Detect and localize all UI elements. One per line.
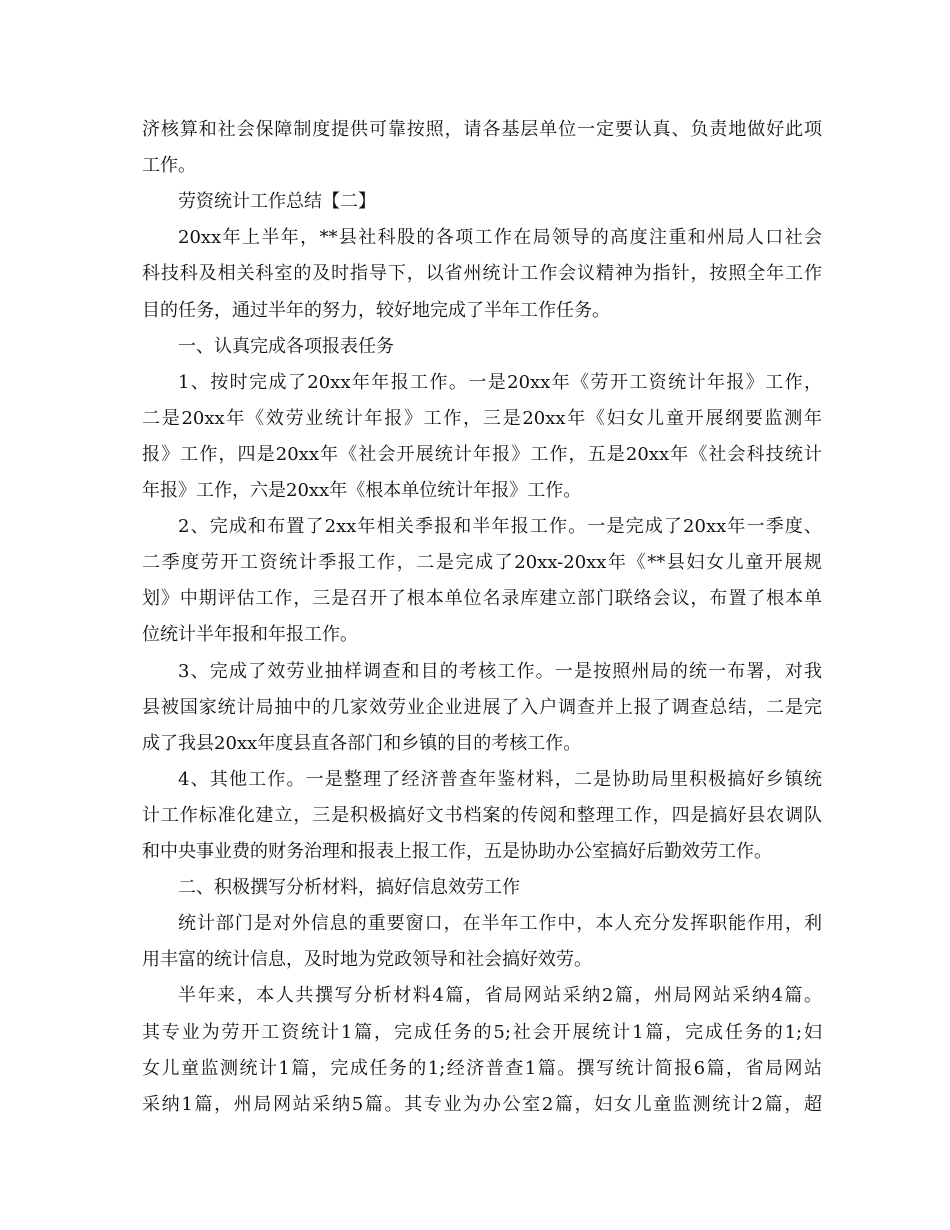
- paragraph-line: 和中央事业费的财务治理和报表上报工作，五是协助办公室搞好后勤效劳工作。: [142, 841, 772, 862]
- paragraph-line: 目的任务，通过半年的努力，较好地完成了半年工作任务。: [142, 299, 610, 321]
- paragraph-line: 一、认真完成各项报表任务: [178, 335, 394, 357]
- paragraph-line: 划》中期评估工作，三是召开了根本单位名录库建立部门联络会议，布置了根本单: [142, 588, 822, 610]
- paragraph-line: 其专业为劳开工资统计1篇，完成任务的5;社会开展统计1篇，完成任务的1;妇: [142, 1021, 822, 1043]
- paragraph-line: 工作。: [142, 155, 196, 177]
- paragraph-line: 统计部门是对外信息的重要窗口，在半年工作中，本人充分发挥职能作用，利: [178, 913, 822, 935]
- paragraph-line: 成了我县20xx年度县直各部门和乡镇的目的考核工作。: [142, 732, 582, 754]
- paragraph-line: 二、积极撰写分析材料，搞好信息效劳工作: [178, 877, 520, 899]
- paragraph-line: 报》工作，四是20xx年《社会开展统计年报》工作，五是20xx年《社会科技统计: [142, 443, 822, 465]
- paragraph-line: 年报》工作，六是20xx年《根本单位统计年报》工作。: [142, 480, 582, 501]
- paragraph-line: 2、完成和布置了2xx年相关季报和半年报工作。一是完成了20xx年一季度、: [178, 516, 822, 538]
- paragraph-line: 20xx年上半年，**县社科股的各项工作在局领导的高度注重和州局人口社会: [178, 227, 822, 249]
- paragraph-line: 二是20xx年《效劳业统计年报》工作，三是20xx年《妇女儿童开展纲要监测年: [142, 407, 822, 429]
- paragraph-line: 采纳1篇，州局网站采纳5篇。其专业为办公室2篇，妇女儿童监测统计2篇，超: [142, 1093, 822, 1115]
- paragraph-line: 女儿童监测统计1篇，完成任务的1;经济普查1篇。撰写统计简报6篇，省局网站: [142, 1057, 822, 1079]
- paragraph-line: 县被国家统计局抽中的几家效劳业企业进展了入户调查并上报了调查总结，二是完: [142, 696, 822, 718]
- paragraph-line: 科技科及相关科室的及时指导下，以省州统计工作会议精神为指针，按照全年工作: [142, 263, 822, 285]
- paragraph-line: 4、其他工作。一是整理了经济普查年鉴材料，二是协助局里积极搞好乡镇统: [178, 768, 822, 790]
- paragraph-line: 3、完成了效劳业抽样调查和目的考核工作。一是按照州局的统一布署，对我: [178, 660, 822, 682]
- paragraph-line: 半年来，本人共撰写分析材料4篇，省局网站采纳2篇，州局网站采纳4篇。: [178, 985, 822, 1007]
- paragraph-line: 劳资统计工作总结【二】: [178, 191, 376, 213]
- paragraph-line: 计工作标准化建立，三是积极搞好文书档案的传阅和整理工作，四是搞好县农调队: [142, 804, 822, 826]
- paragraph-line: 1、按时完成了20xx年年报工作。一是20xx年《劳开工资统计年报》工作，: [178, 371, 822, 393]
- paragraph-line: 用丰富的统计信息，及时地为党政领导和社会搞好效劳。: [142, 949, 592, 971]
- paragraph-line: 位统计半年报和年报工作。: [142, 624, 358, 646]
- paragraph-line: 二季度劳开工资统计季报工作，二是完成了20xx-20xx年《**县妇女儿童开展规: [142, 552, 822, 574]
- paragraph-line: 济核算和社会保障制度提供可靠按照，请各基层单位一定要认真、负责地做好此项: [142, 119, 822, 140]
